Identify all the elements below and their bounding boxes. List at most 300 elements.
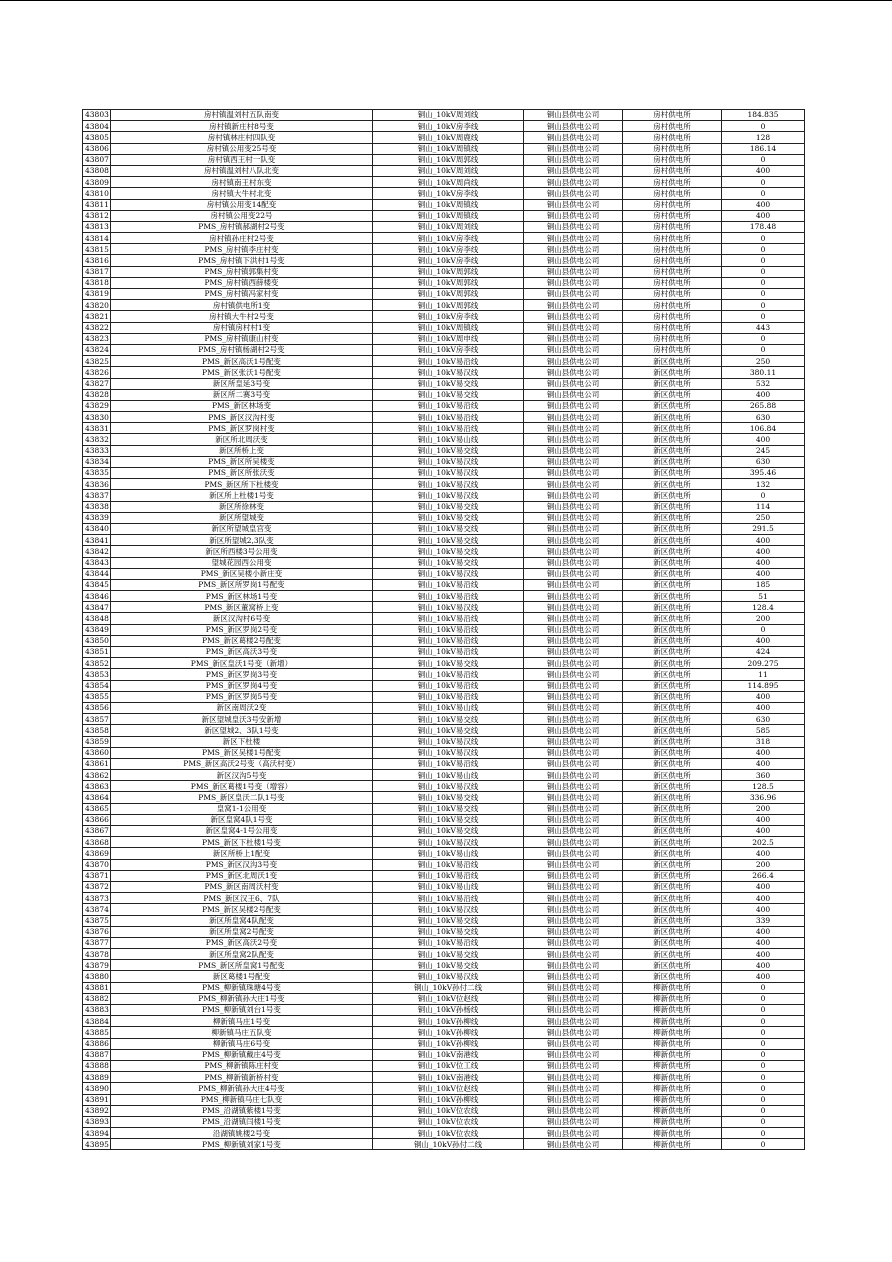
station-cell: 房村供电所	[623, 121, 722, 132]
capacity-cell: 11	[722, 669, 805, 680]
station-cell: 新区供电所	[623, 356, 722, 367]
table-row	[83, 300, 805, 311]
station-cell: 房村供电所	[623, 233, 722, 244]
capacity-cell: 132	[722, 479, 805, 490]
row-id-cell: 43807	[83, 154, 111, 165]
transformer-table	[82, 109, 805, 1150]
table-row	[83, 579, 805, 590]
feeder-line-cell: 铜山_10kV易沿线	[373, 870, 524, 881]
row-id-cell: 43888	[83, 1060, 111, 1071]
row-id-cell: 43889	[83, 1072, 111, 1083]
row-id-cell: 43886	[83, 1038, 111, 1049]
company-cell: 铜山县供电公司	[524, 400, 623, 411]
row-id-cell: 43843	[83, 557, 111, 568]
company-cell: 铜山县供电公司	[524, 881, 623, 892]
capacity-cell: 0	[722, 177, 805, 188]
company-cell: 铜山县供电公司	[524, 1083, 623, 1094]
row-id-cell: 43823	[83, 333, 111, 344]
capacity-cell: 250	[722, 356, 805, 367]
transformer-name-cell: 房村镇大牛村2号变	[111, 311, 373, 322]
transformer-name-cell: 新区下杜楼	[111, 736, 373, 747]
company-cell: 铜山县供电公司	[524, 1128, 623, 1139]
station-cell: 新区供电所	[623, 412, 722, 423]
row-id-cell: 43829	[83, 400, 111, 411]
station-cell: 新区供电所	[623, 893, 722, 904]
capacity-cell: 0	[722, 1016, 805, 1027]
table-row	[83, 814, 805, 825]
row-id-cell: 43817	[83, 266, 111, 277]
transformer-name-cell: PMS_柳新镇珠塘4号变	[111, 982, 373, 993]
feeder-line-cell: 铜山_10kV易山线	[373, 848, 524, 859]
station-cell: 新区供电所	[623, 445, 722, 456]
company-cell: 铜山县供电公司	[524, 445, 623, 456]
table-row	[83, 770, 805, 781]
transformer-name-cell: PMS_新区吴楼2号配变	[111, 904, 373, 915]
transformer-name-cell: PMS_新区葛楼2号配变	[111, 635, 373, 646]
station-cell: 房村供电所	[623, 311, 722, 322]
transformer-name-cell: 房村镇新庄村8号变	[111, 121, 373, 132]
feeder-line-cell: 铜山_10kV易汉线	[373, 456, 524, 467]
transformer-name-cell: 房村镇温刘村五队南变	[111, 110, 373, 121]
capacity-cell: 400	[722, 199, 805, 210]
feeder-line-cell: 铜山_10kV孙付二线	[373, 1139, 524, 1150]
feeder-line-cell: 铜山_10kV南港线	[373, 1072, 524, 1083]
company-cell: 铜山县供电公司	[524, 1038, 623, 1049]
capacity-cell: 400	[722, 949, 805, 960]
capacity-cell: 630	[722, 456, 805, 467]
capacity-cell: 186.14	[722, 143, 805, 154]
row-id-cell: 43827	[83, 378, 111, 389]
company-cell: 铜山县供电公司	[524, 165, 623, 176]
transformer-name-cell: 房村镇公用变25号变	[111, 143, 373, 154]
capacity-cell: 128.4	[722, 602, 805, 613]
station-cell: 新区供电所	[623, 423, 722, 434]
transformer-name-cell: PMS_柳新镇陈庄村变	[111, 1060, 373, 1071]
transformer-name-cell: PMS_新区所罗岗1号配变	[111, 579, 373, 590]
station-cell: 房村供电所	[623, 289, 722, 300]
station-cell: 新区供电所	[623, 479, 722, 490]
feeder-line-cell: 铜山_10kV易汉线	[373, 904, 524, 915]
station-cell: 新区供电所	[623, 758, 722, 769]
station-cell: 房村供电所	[623, 188, 722, 199]
transformer-name-cell: 新区望城2、3队1号变	[111, 725, 373, 736]
table-row	[83, 154, 805, 165]
table-row	[83, 501, 805, 512]
feeder-line-cell: 铜山_10kV易汉线	[373, 736, 524, 747]
table-row	[83, 322, 805, 333]
station-cell: 柳新供电所	[623, 1038, 722, 1049]
feeder-line-cell: 铜山_10kV易交线	[373, 557, 524, 568]
feeder-line-cell: 铜山_10kV易汉线	[373, 468, 524, 479]
company-cell: 铜山县供电公司	[524, 1027, 623, 1038]
table-row	[83, 736, 805, 747]
transformer-name-cell: PMS_新区汉沟3号变	[111, 859, 373, 870]
feeder-line-cell: 铜山_10kV易交线	[373, 389, 524, 400]
capacity-cell: 266.4	[722, 870, 805, 881]
station-cell: 房村供电所	[623, 255, 722, 266]
feeder-line-cell: 铜山_10kV周刘线	[373, 165, 524, 176]
feeder-line-cell: 铜山_10kV易交线	[373, 658, 524, 669]
transformer-name-cell: 房村镇西王村一队变	[111, 154, 373, 165]
feeder-line-cell: 铜山_10kV易交线	[373, 826, 524, 837]
station-cell: 新区供电所	[623, 501, 722, 512]
row-id-cell: 43872	[83, 881, 111, 892]
row-id-cell: 43890	[83, 1083, 111, 1094]
capacity-cell: 0	[722, 1049, 805, 1060]
table-row	[83, 199, 805, 210]
company-cell: 铜山县供电公司	[524, 1016, 623, 1027]
capacity-cell: 0	[722, 333, 805, 344]
row-id-cell: 43862	[83, 770, 111, 781]
company-cell: 铜山县供电公司	[524, 680, 623, 691]
transformer-name-cell: PMS_房村镇西薛楼变	[111, 277, 373, 288]
row-id-cell: 43861	[83, 758, 111, 769]
table-row	[83, 613, 805, 624]
transformer-name-cell: 新区南周沃2变	[111, 702, 373, 713]
table-row	[83, 423, 805, 434]
company-cell: 铜山县供电公司	[524, 356, 623, 367]
transformer-name-cell: PMS_房村镇康山村变	[111, 333, 373, 344]
capacity-cell: 400	[722, 557, 805, 568]
feeder-line-cell: 铜山_10kV易沿线	[373, 412, 524, 423]
capacity-cell: 0	[722, 1139, 805, 1150]
table-row	[83, 311, 805, 322]
table-row	[83, 960, 805, 971]
feeder-line-cell: 铜山_10kV易交线	[373, 535, 524, 546]
station-cell: 新区供电所	[623, 915, 722, 926]
company-cell: 铜山县供电公司	[524, 1139, 623, 1150]
feeder-line-cell: 铜山_10kV房李线	[373, 188, 524, 199]
feeder-line-cell: 铜山_10kV周尚线	[373, 177, 524, 188]
transformer-name-cell: 新区所望城皇宫变	[111, 523, 373, 534]
feeder-line-cell: 铜山_10kV周镇线	[373, 210, 524, 221]
table-row	[83, 859, 805, 870]
station-cell: 新区供电所	[623, 881, 722, 892]
station-cell: 房村供电所	[623, 199, 722, 210]
transformer-name-cell: PMS_新区皇沃二队1号变	[111, 792, 373, 803]
capacity-cell: 184.835	[722, 110, 805, 121]
row-id-cell: 43834	[83, 456, 111, 467]
feeder-line-cell: 铜山_10kV易交线	[373, 926, 524, 937]
table-row	[83, 1072, 805, 1083]
capacity-cell: 0	[722, 311, 805, 322]
station-cell: 新区供电所	[623, 568, 722, 579]
row-id-cell: 43865	[83, 803, 111, 814]
row-id-cell: 43818	[83, 277, 111, 288]
capacity-cell: 0	[722, 255, 805, 266]
station-cell: 新区供电所	[623, 591, 722, 602]
feeder-line-cell: 铜山_10kV易交线	[373, 803, 524, 814]
table-row	[83, 647, 805, 658]
transformer-name-cell: 房村镇供电所1变	[111, 300, 373, 311]
station-cell: 柳新供电所	[623, 1083, 722, 1094]
feeder-line-cell: 铜山_10kV易沿线	[373, 579, 524, 590]
row-id-cell: 43812	[83, 210, 111, 221]
capacity-cell: 0	[722, 1083, 805, 1094]
capacity-cell: 336.96	[722, 792, 805, 803]
row-id-cell: 43881	[83, 982, 111, 993]
station-cell: 柳新供电所	[623, 1005, 722, 1016]
transformer-name-cell: PMS_房村镇冯家村变	[111, 289, 373, 300]
feeder-line-cell: 铜山_10kV易汉线	[373, 490, 524, 501]
feeder-line-cell: 铜山_10kV易汉线	[373, 479, 524, 490]
company-cell: 铜山县供电公司	[524, 468, 623, 479]
company-cell: 铜山县供电公司	[524, 691, 623, 702]
row-id-cell: 43819	[83, 289, 111, 300]
company-cell: 铜山县供电公司	[524, 1060, 623, 1071]
station-cell: 新区供电所	[623, 792, 722, 803]
feeder-line-cell: 铜山_10kV易汉线	[373, 971, 524, 982]
capacity-cell: 0	[722, 188, 805, 199]
feeder-line-cell: 铜山_10kV房李线	[373, 244, 524, 255]
transformer-name-cell: 新区所皇窝4队配变	[111, 915, 373, 926]
transformer-name-cell: PMS_新区所吴楼变	[111, 456, 373, 467]
row-id-cell: 43887	[83, 1049, 111, 1060]
company-cell: 铜山县供电公司	[524, 1005, 623, 1016]
station-cell: 新区供电所	[623, 389, 722, 400]
capacity-cell: 400	[722, 971, 805, 982]
table-row	[83, 826, 805, 837]
company-cell: 铜山县供电公司	[524, 490, 623, 501]
station-cell: 柳新供电所	[623, 982, 722, 993]
feeder-line-cell: 铜山_10kV孙柳线	[373, 1038, 524, 1049]
feeder-line-cell: 铜山_10kV易山线	[373, 434, 524, 445]
capacity-cell: 400	[722, 960, 805, 971]
row-id-cell: 43835	[83, 468, 111, 479]
capacity-cell: 400	[722, 210, 805, 221]
station-cell: 新区供电所	[623, 781, 722, 792]
capacity-cell: 200	[722, 803, 805, 814]
row-id-cell: 43811	[83, 199, 111, 210]
company-cell: 铜山县供电公司	[524, 770, 623, 781]
feeder-line-cell: 铜山_10kV周镇线	[373, 199, 524, 210]
station-cell: 柳新供电所	[623, 1016, 722, 1027]
row-id-cell: 43884	[83, 1016, 111, 1027]
capacity-cell: 0	[722, 233, 805, 244]
station-cell: 新区供电所	[623, 859, 722, 870]
row-id-cell: 43833	[83, 445, 111, 456]
company-cell: 铜山县供电公司	[524, 792, 623, 803]
table-row	[83, 143, 805, 154]
transformer-name-cell: 新区所西楼3号公用变	[111, 546, 373, 557]
row-id-cell: 43821	[83, 311, 111, 322]
feeder-line-cell: 铜山_10kV易沿线	[373, 758, 524, 769]
station-cell: 房村供电所	[623, 210, 722, 221]
feeder-line-cell: 铜山_10kV周镇线	[373, 322, 524, 333]
capacity-cell: 0	[722, 289, 805, 300]
station-cell: 新区供电所	[623, 557, 722, 568]
table-row	[83, 1128, 805, 1139]
row-id-cell: 43866	[83, 814, 111, 825]
company-cell: 铜山县供电公司	[524, 814, 623, 825]
table-row	[83, 456, 805, 467]
feeder-line-cell: 铜山_10kV周鹿线	[373, 132, 524, 143]
table-row	[83, 680, 805, 691]
row-id-cell: 43825	[83, 356, 111, 367]
table-row	[83, 915, 805, 926]
transformer-name-cell: PMS_新区所张沃变	[111, 468, 373, 479]
feeder-line-cell: 铜山_10kV易沿线	[373, 356, 524, 367]
feeder-line-cell: 铜山_10kV周刘线	[373, 221, 524, 232]
row-id-cell: 43804	[83, 121, 111, 132]
table-row	[83, 837, 805, 848]
station-cell: 房村供电所	[623, 110, 722, 121]
company-cell: 铜山县供电公司	[524, 501, 623, 512]
row-id-cell: 43848	[83, 613, 111, 624]
company-cell: 铜山县供电公司	[524, 1049, 623, 1060]
row-id-cell: 43841	[83, 535, 111, 546]
station-cell: 新区供电所	[623, 647, 722, 658]
capacity-cell: 339	[722, 915, 805, 926]
transformer-name-cell: PMS_新区高沃2号变（高沃村变）	[111, 758, 373, 769]
capacity-cell: 0	[722, 1128, 805, 1139]
feeder-line-cell: 铜山_10kV周刘线	[373, 110, 524, 121]
capacity-cell: 400	[722, 826, 805, 837]
company-cell: 铜山县供电公司	[524, 535, 623, 546]
table-row	[83, 333, 805, 344]
row-id-cell: 43891	[83, 1094, 111, 1105]
table-row	[83, 210, 805, 221]
capacity-cell: 0	[722, 1094, 805, 1105]
company-cell: 铜山县供电公司	[524, 412, 623, 423]
company-cell: 铜山县供电公司	[524, 848, 623, 859]
table-row	[83, 266, 805, 277]
transformer-name-cell: 新区所桥上变	[111, 445, 373, 456]
row-id-cell: 43849	[83, 624, 111, 635]
table-row	[83, 926, 805, 937]
table-row	[83, 1083, 805, 1094]
capacity-cell: 250	[722, 512, 805, 523]
row-id-cell: 43820	[83, 300, 111, 311]
transformer-name-cell: PMS_房村镇郭集村变	[111, 266, 373, 277]
capacity-cell: 291.5	[722, 523, 805, 534]
station-cell: 柳新供电所	[623, 1027, 722, 1038]
capacity-cell: 400	[722, 635, 805, 646]
company-cell: 铜山县供电公司	[524, 434, 623, 445]
feeder-line-cell: 铜山_10kV易山线	[373, 881, 524, 892]
transformer-name-cell: 新区望城皇沃3号安新增	[111, 714, 373, 725]
company-cell: 铜山县供电公司	[524, 1094, 623, 1105]
row-id-cell: 43814	[83, 233, 111, 244]
station-cell: 新区供电所	[623, 736, 722, 747]
table-row	[83, 602, 805, 613]
station-cell: 房村供电所	[623, 165, 722, 176]
station-cell: 新区供电所	[623, 770, 722, 781]
transformer-name-cell: 柳新镇马庄1号变	[111, 1016, 373, 1027]
transformer-name-cell: 新区所皇延3号变	[111, 378, 373, 389]
row-id-cell: 43813	[83, 221, 111, 232]
row-id-cell: 43882	[83, 993, 111, 1004]
table-row	[83, 635, 805, 646]
row-id-cell: 43808	[83, 165, 111, 176]
table-row	[83, 289, 805, 300]
table-row	[83, 568, 805, 579]
station-cell: 新区供电所	[623, 602, 722, 613]
capacity-cell: 400	[722, 546, 805, 557]
capacity-cell: 114	[722, 501, 805, 512]
table-row	[83, 691, 805, 702]
capacity-cell: 400	[722, 434, 805, 445]
table-row	[83, 758, 805, 769]
station-cell: 柳新供电所	[623, 1128, 722, 1139]
transformer-name-cell: 房村镇公用变22号	[111, 210, 373, 221]
station-cell: 柳新供电所	[623, 1072, 722, 1083]
station-cell: 柳新供电所	[623, 1094, 722, 1105]
table-row	[83, 490, 805, 501]
transformer-name-cell: PMS_柳新镇马庄七队变	[111, 1094, 373, 1105]
company-cell: 铜山县供电公司	[524, 423, 623, 434]
company-cell: 铜山县供电公司	[524, 591, 623, 602]
feeder-line-cell: 铜山_10kV易沿线	[373, 423, 524, 434]
capacity-cell: 0	[722, 1060, 805, 1071]
row-id-cell: 43822	[83, 322, 111, 333]
transformer-name-cell: PMS_新区林场变	[111, 400, 373, 411]
table-row	[83, 848, 805, 859]
station-cell: 房村供电所	[623, 300, 722, 311]
table-row	[83, 177, 805, 188]
company-cell: 铜山县供电公司	[524, 725, 623, 736]
feeder-line-cell: 铜山_10kV周郭线	[373, 289, 524, 300]
company-cell: 铜山县供电公司	[524, 333, 623, 344]
capacity-cell: 209.275	[722, 658, 805, 669]
transformer-name-cell: PMS_新区罗岗村变	[111, 423, 373, 434]
row-id-cell: 43845	[83, 579, 111, 590]
feeder-line-cell: 铜山_10kV易交线	[373, 512, 524, 523]
table-row	[83, 188, 805, 199]
row-id-cell: 43878	[83, 949, 111, 960]
row-id-cell: 43883	[83, 1005, 111, 1016]
capacity-cell: 400	[722, 747, 805, 758]
transformer-name-cell: PMS_新区葛楼1号变（增容）	[111, 781, 373, 792]
feeder-line-cell: 铜山_10kV易交线	[373, 915, 524, 926]
capacity-cell: 380.11	[722, 367, 805, 378]
table-row	[83, 244, 805, 255]
transformer-name-cell: 柳新镇马庄五队变	[111, 1027, 373, 1038]
table-row	[83, 714, 805, 725]
station-cell: 新区供电所	[623, 658, 722, 669]
station-cell: 新区供电所	[623, 826, 722, 837]
station-cell: 房村供电所	[623, 132, 722, 143]
table-row	[83, 546, 805, 557]
table-row	[83, 658, 805, 669]
feeder-line-cell: 铜山_10kV周郭线	[373, 277, 524, 288]
feeder-line-cell: 铜山_10kV易交线	[373, 523, 524, 534]
feeder-line-cell: 铜山_10kV易交线	[373, 445, 524, 456]
feeder-line-cell: 铜山_10kV房李线	[373, 255, 524, 266]
company-cell: 铜山县供电公司	[524, 568, 623, 579]
feeder-line-cell: 铜山_10kV易交线	[373, 725, 524, 736]
table-row	[83, 121, 805, 132]
company-cell: 铜山县供电公司	[524, 647, 623, 658]
table-row	[83, 792, 805, 803]
row-id-cell: 43885	[83, 1027, 111, 1038]
capacity-cell: 0	[722, 300, 805, 311]
row-id-cell: 43875	[83, 915, 111, 926]
transformer-name-cell: PMS_新区罗岗2号变	[111, 624, 373, 635]
table-row	[83, 165, 805, 176]
company-cell: 铜山县供电公司	[524, 233, 623, 244]
table-row	[83, 1105, 805, 1116]
capacity-cell: 630	[722, 714, 805, 725]
station-cell: 新区供电所	[623, 848, 722, 859]
company-cell: 铜山县供电公司	[524, 915, 623, 926]
capacity-cell: 318	[722, 736, 805, 747]
capacity-cell: 0	[722, 154, 805, 165]
row-id-cell: 43806	[83, 143, 111, 154]
feeder-line-cell: 铜山_10kV易沿线	[373, 893, 524, 904]
feeder-line-cell: 铜山_10kV易汉线	[373, 602, 524, 613]
capacity-cell: 51	[722, 591, 805, 602]
